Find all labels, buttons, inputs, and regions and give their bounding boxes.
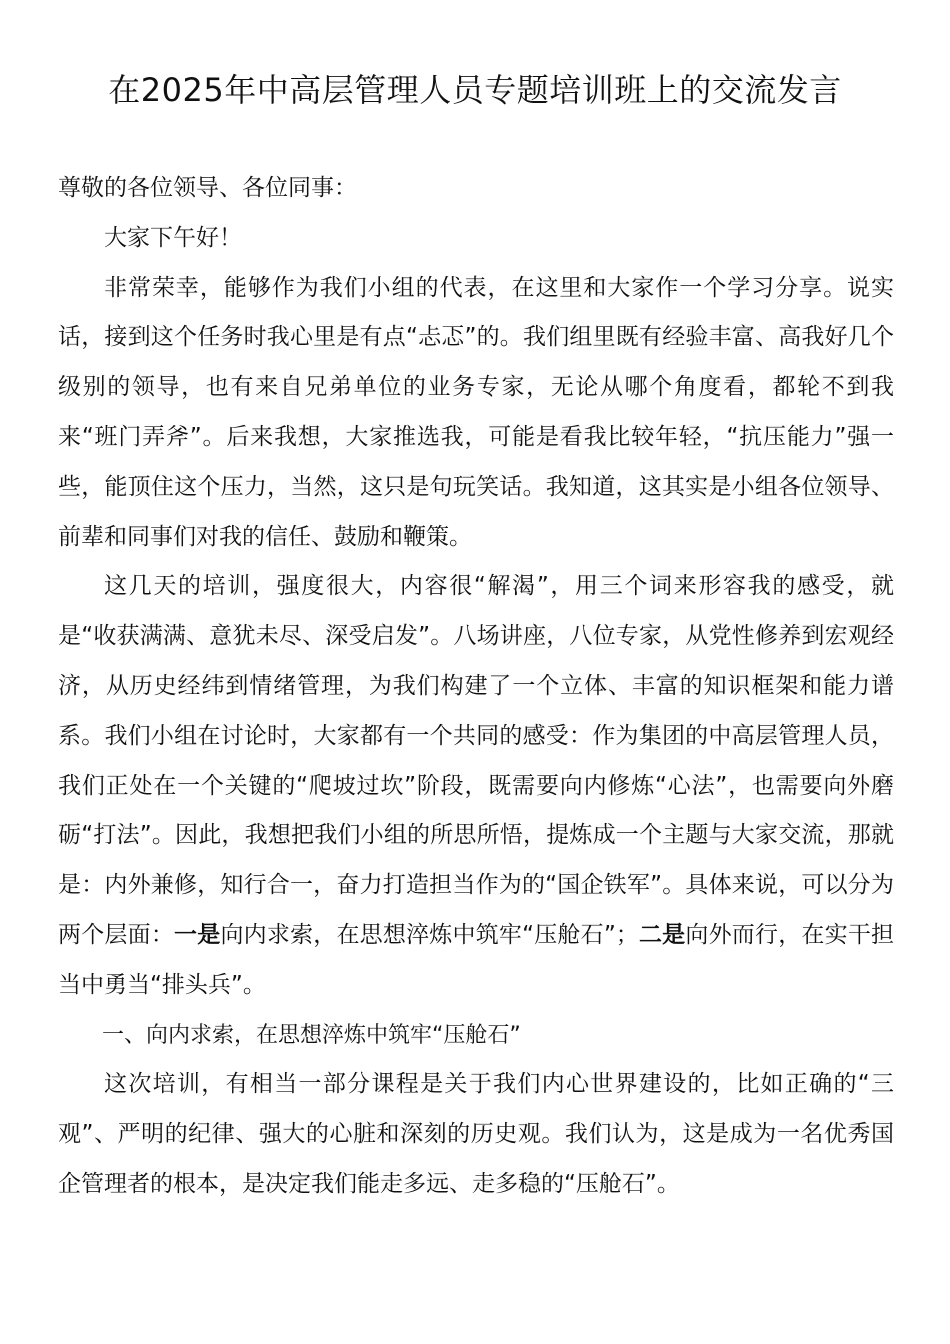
section-heading-1: 一、向内求索，在思想淬炼中筑牢“压舱石” xyxy=(102,1022,521,1048)
paragraph-text: 向外而行，在实干担当中勇当“排头兵”。 xyxy=(58,921,895,998)
document-title: 在2025年中高层管理人员专题培训班上的交流发言 xyxy=(108,71,842,109)
paragraph-text: 向内求索，在思想淬炼中筑牢“压舱石”； xyxy=(220,921,639,948)
paragraph-section-1: 这次培训，有相当一部分课程是关于我们内心世界建设的，比如正确的“三观”、严明的纪律、强大的心脏和深刻的历史观。我们认为，这是成为一名优秀国企管理者的根本，是决定我们能走多远、走多稳的“压舱石”。 xyxy=(58,1071,894,1197)
document-body xyxy=(58,164,894,1210)
salutation: 尊敬的各位领导、各位同事： xyxy=(58,175,357,201)
emphasis-second: 二是 xyxy=(638,921,686,948)
paragraph-training-summary xyxy=(58,562,894,1010)
greeting: 大家下午好！ xyxy=(104,224,242,251)
paragraph-text: 这几天的培训，强度很大，内容很“解渴”，用三个词来形容我的感受，就是“收获满满、意犹未尽、深受启发”。八场讲座，八位专家，从党性修养到宏观经济，从历史经纬到情绪管理，为我们构建了一个立体、丰富的知识框架和能力谱系。我们小组在讨论时，大家都有一个共同的感受：作为集团的中高层管理人员，我们正处在一个关键的“爬坡过坎”阶段，既需要向内修炼“心法”，也需要向外磨砺“打法”。因此，我想把我们小组的所思所悟，提炼成一个主题与大家交流，那就是：内外兼修，知行合一，奋力打造担当作为的“国企铁军”。具体来说，可以分为两个层面： xyxy=(58,573,894,948)
emphasis-first: 一是 xyxy=(174,921,221,948)
paragraph-intro: 非常荣幸，能够作为我们小组的代表，在这里和大家作一个学习分享。说实话，接到这个任务时我心里是有点“忐忑”的。我们组里既有经验丰富、高我好几个级别的领导，也有来自兄弟单位的业务专家，无论从哪个角度看，都轮不到我来“班门弄斧”。后来我想，大家推选我，可能是看我比较年轻，“抗压能力”强一些，能顶住这个压力，当然，这只是句玩笑话。我知道，这其实是小组各位领导、前辈和同事们对我的信任、鼓励和鞭策。 xyxy=(58,274,894,550)
